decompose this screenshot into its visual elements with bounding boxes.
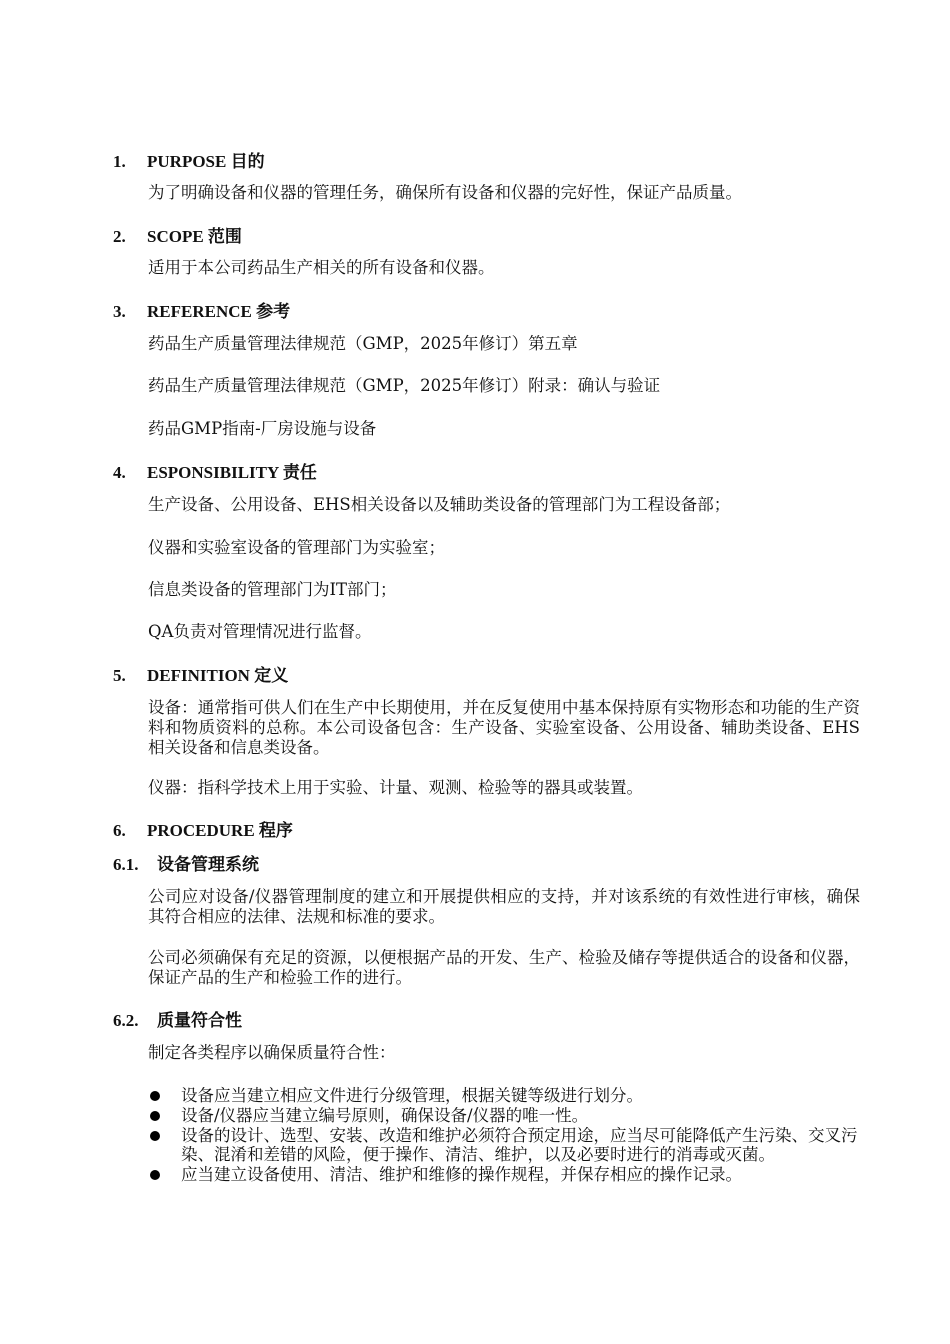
responsibility-item: 信息类设备的管理部门为IT部门； <box>148 580 397 599</box>
section-number: 2. <box>113 227 126 246</box>
scope-paragraph: 适用于本公司药品生产相关的所有设备和仪器。 <box>148 258 495 277</box>
reference-item: 药品生产质量管理法律规范（GMP，2025年修订）第五章 <box>148 334 578 353</box>
system-paragraph: 公司应对设备/仪器管理制度的建立和开展提供相应的支持，并对该系统的有效性进行审核，确保其符合相应的法律、法规和标准的要求。 <box>148 887 860 926</box>
quality-intro: 制定各类程序以确保质量符合性： <box>148 1043 396 1062</box>
section-title: SCOPE 范围 <box>147 227 242 246</box>
responsibility-item: QA负责对管理情况进行监督。 <box>148 622 372 641</box>
section-title: PROCEDURE 程序 <box>147 821 293 840</box>
bullet-dot-icon <box>150 1170 160 1180</box>
list-item <box>148 1126 860 1164</box>
responsibility-item: 生产设备、公用设备、EHS相关设备以及辅助类设备的管理部门为工程设备部； <box>148 495 731 514</box>
definition-equipment: 设备：通常指可供人们在生产中长期使用，并在反复使用中基本保持原有实物形态和功能的生产资料和物质资料的总称。本公司设备包含：生产设备、实验室设备、公用设备、辅助类设备、EHS相关设备和信息类设备。 <box>148 698 860 757</box>
subsection-number: 6.2. <box>113 1011 139 1030</box>
section-heading-responsibility <box>113 463 317 483</box>
section-number: 1. <box>113 152 126 171</box>
section-number: 5. <box>113 666 126 685</box>
section-heading-procedure <box>113 821 293 841</box>
system-paragraph: 公司必须确保有充足的资源，以便根据产品的开发、生产、检验及储存等提供适合的设备和仪器，保证产品的生产和检验工作的进行。 <box>148 948 860 987</box>
responsibility-item: 仪器和实验室设备的管理部门为实验室； <box>148 538 445 557</box>
list-item-text: 设备/仪器应当建立编号原则，确保设备/仪器的唯一性。 <box>181 1106 589 1125</box>
section-title: PURPOSE 目的 <box>147 152 265 171</box>
section-heading-reference <box>113 302 290 322</box>
subsection-number: 6.1. <box>113 855 139 874</box>
subsection-title: 质量符合性 <box>157 1011 242 1030</box>
section-heading-purpose <box>113 152 265 172</box>
bullet-dot-icon <box>150 1091 160 1101</box>
subsection-heading-quality <box>113 1011 242 1031</box>
list-item-text: 应当建立设备使用、清洁、维护和维修的操作规程，并保存相应的操作记录。 <box>181 1165 742 1184</box>
list-item-text: 设备的设计、选型、安装、改造和维护必须符合预定用途，应当尽可能降低产生污染、交叉污染、混淆和差错的风险，便于操作、清洁、维护，以及必要时进行的消毒或灭菌。 <box>181 1126 858 1164</box>
reference-item: 药品生产质量管理法律规范（GMP，2025年修订）附录：确认与验证 <box>148 376 661 395</box>
section-heading-definition <box>113 666 288 686</box>
bullet-dot-icon <box>150 1111 160 1121</box>
list-item-text: 设备应当建立相应文件进行分级管理，根据关键等级进行划分。 <box>181 1086 643 1105</box>
section-title: REFERENCE 参考 <box>147 302 291 321</box>
reference-item: 药品GMP指南-厂房设施与设备 <box>148 419 377 438</box>
subsection-title: 设备管理系统 <box>157 855 259 874</box>
list-item <box>148 1165 860 1184</box>
section-number: 3. <box>113 302 126 321</box>
subsection-heading-system <box>113 855 259 875</box>
section-number: 6. <box>113 821 126 840</box>
section-number: 4. <box>113 463 126 482</box>
definition-instrument: 仪器：指科学技术上用于实验、计量、观测、检验等的器具或装置。 <box>148 778 643 797</box>
section-heading-scope <box>113 227 242 247</box>
list-item <box>148 1106 860 1125</box>
bullet-dot-icon <box>150 1131 160 1141</box>
quality-bullet-list <box>148 1086 860 1185</box>
section-title: ESPONSIBILITY 责任 <box>147 463 317 482</box>
list-item <box>148 1086 860 1105</box>
section-title: DEFINITION 定义 <box>147 666 289 685</box>
purpose-paragraph: 为了明确设备和仪器的管理任务，确保所有设备和仪器的完好性，保证产品质量。 <box>148 183 742 202</box>
